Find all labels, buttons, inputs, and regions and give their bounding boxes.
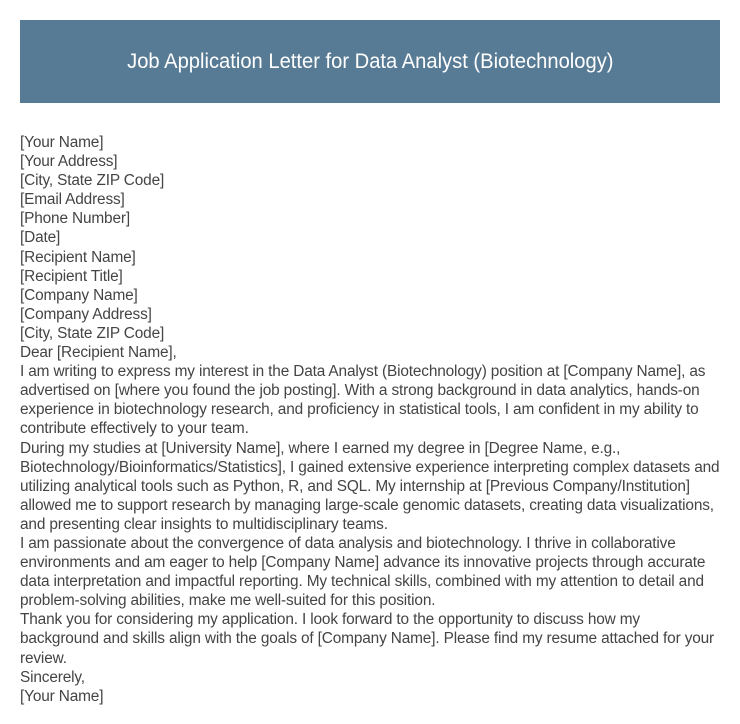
recipient-block	[20, 248, 720, 343]
letter-body	[20, 133, 720, 706]
closing: Sincerely,	[20, 668, 85, 686]
paragraph-education: During my studies at [University Name], where I earned my degree in [Degree Name, e.g., Biotechnology/Bioinformatics/Statistics], I gained extensive experience interpreting complex datasets and utilizing analytical tools such as Python, R, and SQL. My internship at [Previous Company/Institution] allowed me to support research by managing large-scale genomic datasets, creating data visualizations, and presenting clear insights to multidisciplinary teams.	[20, 439, 720, 533]
letter-date: [Date]	[20, 229, 61, 247]
paragraph-motivation: I am passionate about the convergence of data analysis and biotechnology. I thrive in collaborative environments and am eager to help [Company Name] advance its innovative projects through accurate data interpretation and impactful reporting. My technical skills, combined with my attention to detail and problem-solving abilities, make me well-suited for this position.	[20, 534, 706, 610]
page-header	[20, 20, 720, 103]
page-title: Job Application Letter for Data Analyst (Biotechnology)	[126, 49, 614, 73]
recipient-name: [Recipient Name]	[20, 248, 136, 266]
signature: [Your Name]	[20, 687, 104, 705]
recipient-address: [Company Address]	[20, 305, 152, 323]
recipient-city-state-zip: [City, State ZIP Code]	[20, 324, 165, 342]
sender-phone: [Phone Number]	[20, 210, 130, 228]
recipient-company: [Company Name]	[20, 286, 138, 304]
sender-city-state-zip: [City, State ZIP Code]	[20, 172, 165, 190]
paragraph-closing: Thank you for considering my application. I look forward to the opportunity to discuss how my background and skills align with the goals of [Company Name]. Please find my resume attached for your review.	[20, 611, 715, 667]
salutation: Dear [Recipient Name],	[20, 344, 177, 362]
paragraph-intro: I am writing to express my interest in the Data Analyst (Biotechnology) position at [Company Name], as advertised on [where you found the job posting]. With a strong background in data analytics, hands-on experience in biotechnology research, and proficiency in statistical tools, I am confident in my ability to contribute effectively to your team.	[20, 363, 706, 438]
sender-address: [Your Address]	[20, 153, 118, 171]
sender-name: [Your Name]	[20, 134, 104, 151]
recipient-title: [Recipient Title]	[20, 267, 123, 285]
sender-block	[20, 133, 720, 228]
sender-email: [Email Address]	[20, 191, 125, 209]
